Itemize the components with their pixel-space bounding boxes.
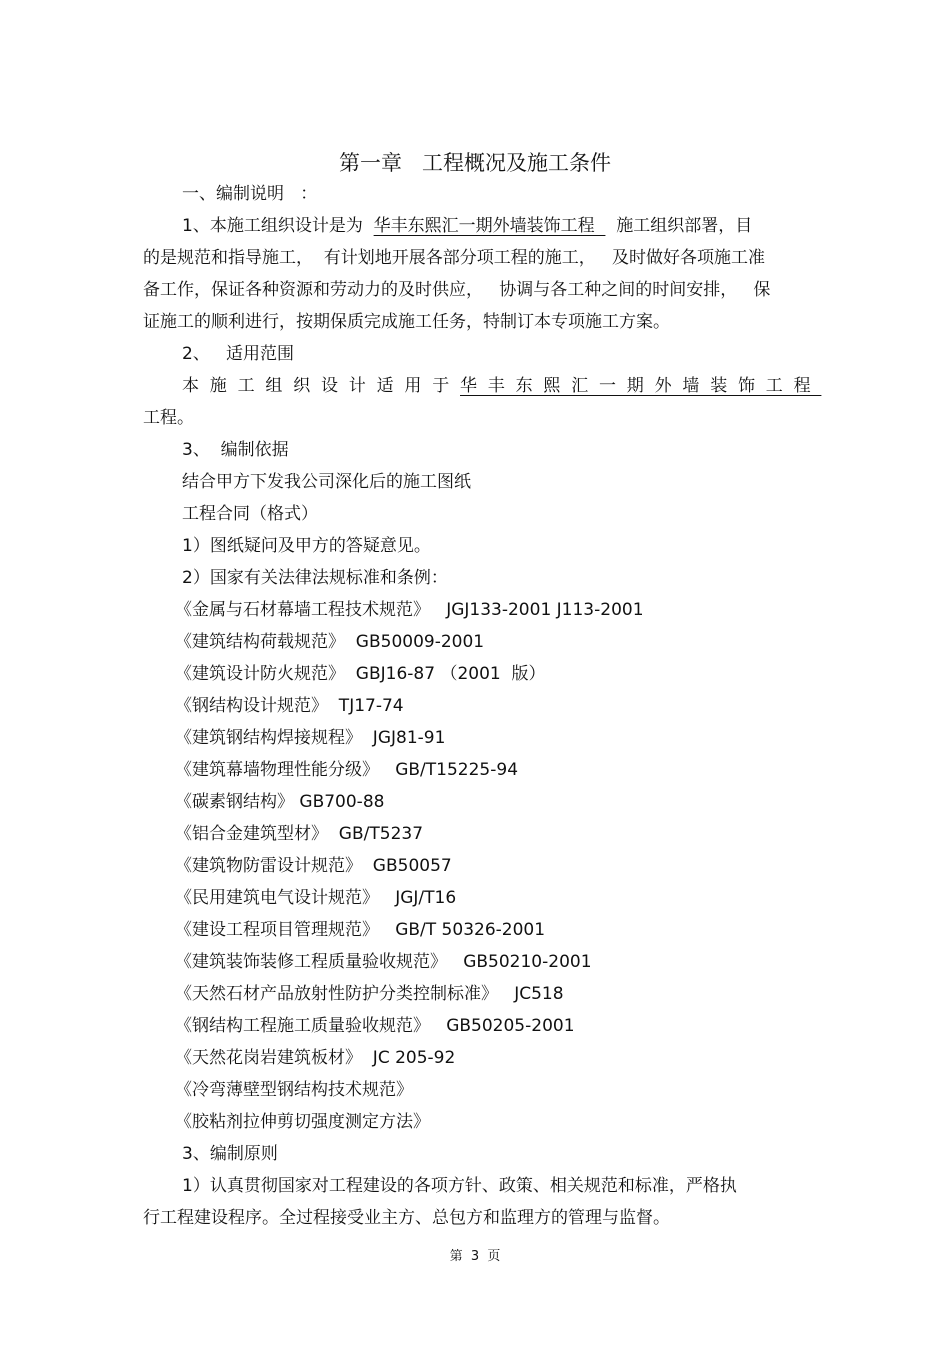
- chapter-title: 第一章 工程概况及施工条件: [338, 151, 612, 175]
- item2-project-name: 华丰东熙汇一期外墙装饰工程: [460, 376, 822, 396]
- basis-line: 工程合同（格式）: [182, 504, 318, 524]
- standard-item: 《天然花岗岩建筑板材》 JC 205-92: [175, 1048, 456, 1068]
- page-number: 第 3 页: [449, 1249, 501, 1264]
- standard-item: 《铝合金建筑型材》 GB/T5237: [175, 824, 424, 844]
- item1-line3: 备工作，保证各种资源和劳动力的及时供应， 协调与各工种之间的时间安排， 保: [143, 280, 771, 300]
- standard-item: 《建筑装饰装修工程质量验收规范》 GB50210-2001: [175, 952, 592, 972]
- standard-item: 《碳素钢结构》 GB700-88: [175, 792, 385, 812]
- item4-heading: 3、编制原则: [182, 1144, 278, 1164]
- standard-item: 《建筑设计防火规范》 GBJ16-87 （2001 版）: [175, 664, 546, 684]
- standard-item: 《钢结构工程施工质量验收规范》 GB50205-2001: [175, 1016, 575, 1036]
- standard-item: 《民用建筑电气设计规范》 JGJ/T16: [175, 888, 457, 908]
- item1-suffix: 施工组织部署，目: [605, 216, 753, 236]
- standard-item: 《金属与石材幕墙工程技术规范》 JGJ133-2001 J113-2001: [175, 600, 644, 620]
- item3-heading: 3、 编制依据: [182, 440, 289, 460]
- standard-item: 《建筑幕墙物理性能分级》 GB/T15225-94: [175, 760, 519, 780]
- standard-item: 《冷弯薄壁型钢结构技术规范》: [175, 1080, 413, 1100]
- standard-item: 《天然石材产品放射性防护分类控制标准》 JC518: [175, 984, 564, 1004]
- basis-line: 1）图纸疑问及甲方的答疑意见。: [182, 536, 431, 556]
- item1-line2: 的是规范和指导施工， 有计划地开展各部分项工程的施工， 及时做好各项施工准: [143, 248, 766, 268]
- item1-line4: 证施工的顺利进行，按期保质完成施工任务，特制订本专项施工方案。: [143, 312, 670, 332]
- standard-item: 《钢结构设计规范》 TJ17-74: [175, 696, 404, 716]
- standard-item: 《胶粘剂拉伸剪切强度测定方法》: [175, 1112, 430, 1132]
- standard-item: 《建设工程项目管理规范》 GB/T 50326-2001: [175, 920, 546, 940]
- item2-line1: [182, 376, 821, 396]
- standard-item: 《建筑钢结构焊接规程》 JGJ81-91: [175, 728, 446, 748]
- basis-line: 2）国家有关法律法规标准和条例：: [182, 568, 448, 588]
- standard-item: 《建筑物防雷设计规范》 GB50057: [175, 856, 452, 876]
- basis-line: 结合甲方下发我公司深化后的施工图纸: [182, 472, 471, 492]
- item4-line2: 行工程建设程序。全过程接受业主方、总包方和监理方的管理与监督。: [143, 1208, 670, 1228]
- section-heading-compilation-notes: 一、编制说明 ：: [182, 184, 318, 204]
- standard-item: 《建筑结构荷载规范》 GB50009-2001: [175, 632, 485, 652]
- project-name-link-text: 华丰东熙汇一期外墙装饰工程: [373, 216, 606, 236]
- item4-line1: 1）认真贯彻国家对工程建设的各项方针、政策、相关规范和标准，严格执: [182, 1176, 737, 1196]
- item1-prefix: 1、本施工组织设计是为: [182, 216, 374, 236]
- item2-heading: 2、 适用范围: [182, 344, 295, 364]
- item2-prefix: 本施工组织设计适用于: [182, 376, 460, 396]
- item1-line1: [182, 216, 752, 236]
- item2-line2: 工程。: [143, 408, 194, 428]
